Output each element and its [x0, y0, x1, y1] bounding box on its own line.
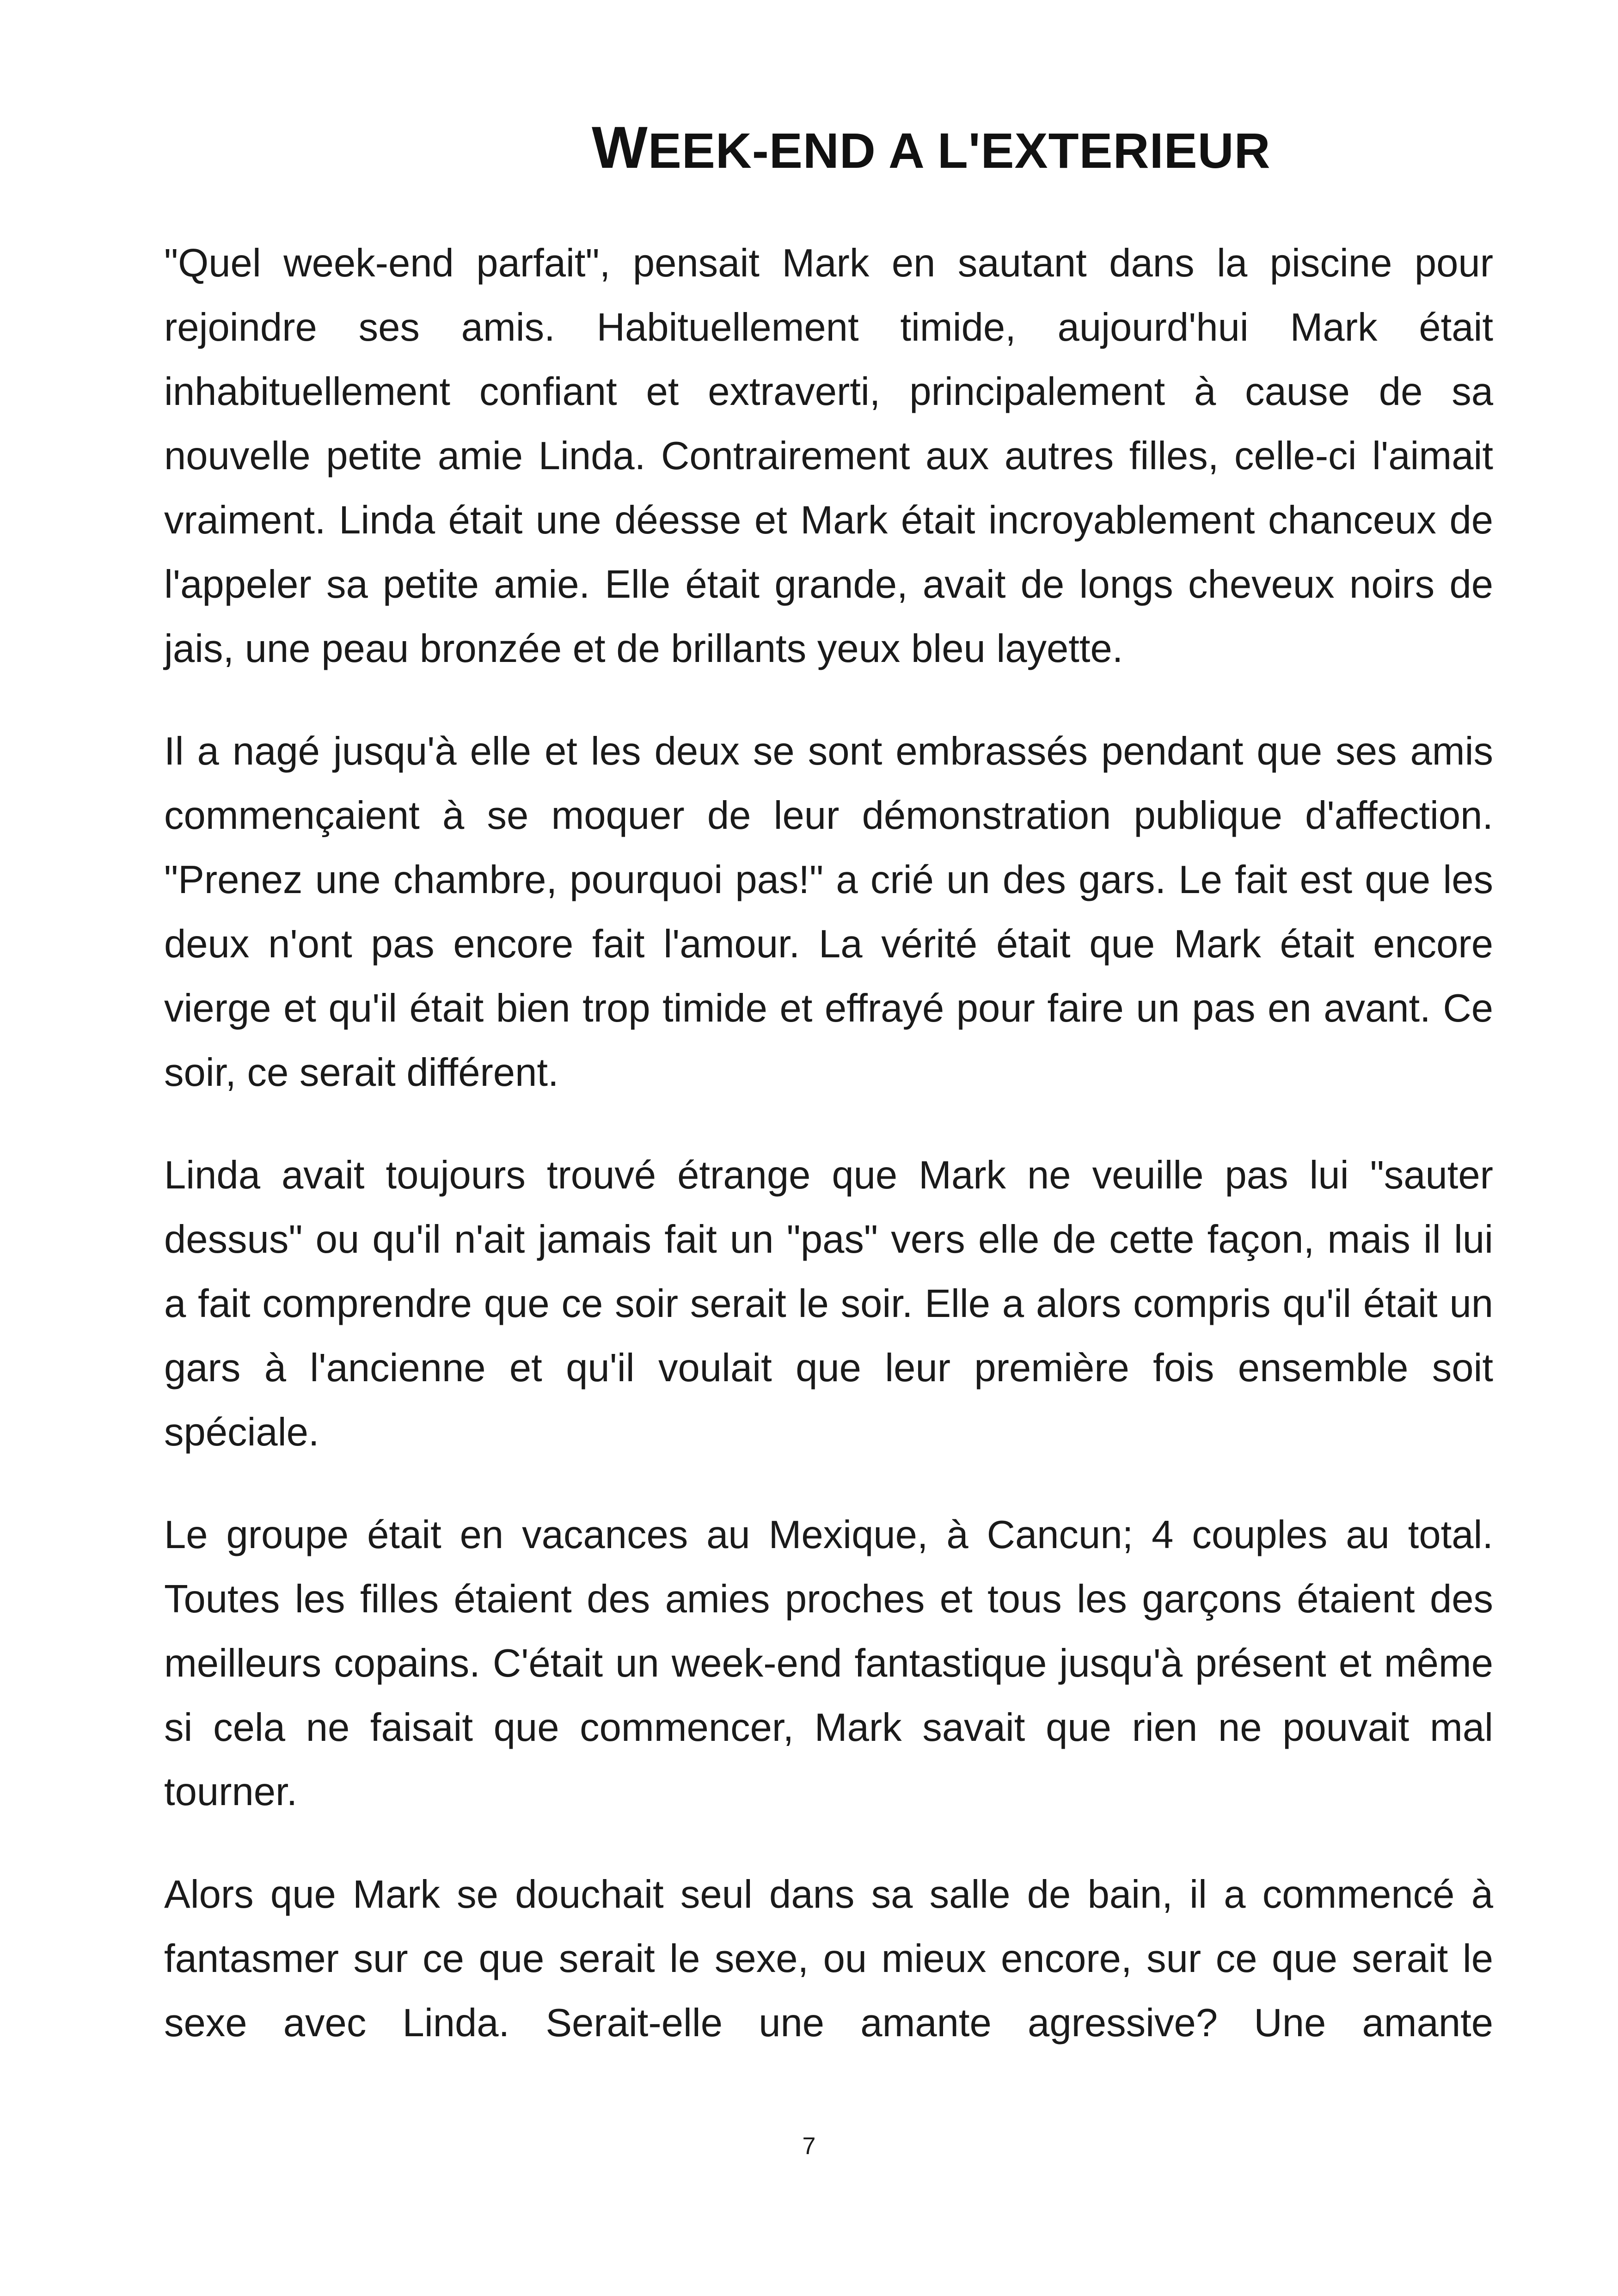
paragraph-4: Le groupe était en vacances au Mexique, à Cancun; 4 couples au total. Toutes les filles étaient des amies proches et tous les garçons étaient des meilleurs copains. C'était un week-end fantastique jusqu'à présent et même si cela ne faisait que commencer, Mark savait que rien ne pouvait mal tourner.	[164, 1513, 1493, 1814]
title-initial-capital: W	[592, 115, 648, 181]
paragraph-3: Linda avait toujours trouvé étrange que Mark ne veuille pas lui "sauter dessus" ou qu'il n'ait jamais fait un "pas" vers elle de cette façon, mais il lui a fait comprendre que ce soir serait le soir. Elle a alors compris qu'il était un gars à l'ancienne et qu'il voulait que leur première fois ensemble soit spéciale.	[164, 1153, 1493, 1454]
page-number: 7	[802, 2133, 816, 2160]
paragraph-1: "Quel week-end parfait", pensait Mark en sautant dans la piscine pour rejoindre ses amis. Habituellement timide, aujourd'hui Mark était inhabituellement confiant et extraverti, principalement à cause de sa nouvelle petite amie Linda. Contrairement aux autres filles, celle-ci l'aimait vraiment. Linda était une déesse et Mark était incroyablement chanceux de l'appeler sa petite amie. Elle était grande, avait de longs cheveux noirs de jais, une peau bronzée et de brillants yeux bleu layette.	[164, 241, 1493, 671]
paragraph-5: Alors que Mark se douchait seul dans sa salle de bain, il a commencé à fantasmer sur ce que serait le sexe, ou mieux encore, sur ce que serait le sexe avec Linda. Serait-elle une amante agressive? Une amante	[164, 1873, 1493, 2045]
page-title	[592, 116, 1271, 183]
title-rest: EEK-END A L'EXTERIEUR	[648, 122, 1271, 178]
body-text	[164, 231, 1493, 2094]
paragraph-2: Il a nagé jusqu'à elle et les deux se sont embrassés pendant que ses amis commençaient à se moquer de leur démonstration publique d'affection. "Prenez une chambre, pourquoi pas!" a crié un des gars. Le fait est que les deux n'ont pas encore fait l'amour. La vérité était que Mark était encore vierge et qu'il était bien trop timide et effrayé pour faire un pas en avant. Ce soir, ce serait différent.	[164, 729, 1493, 1095]
